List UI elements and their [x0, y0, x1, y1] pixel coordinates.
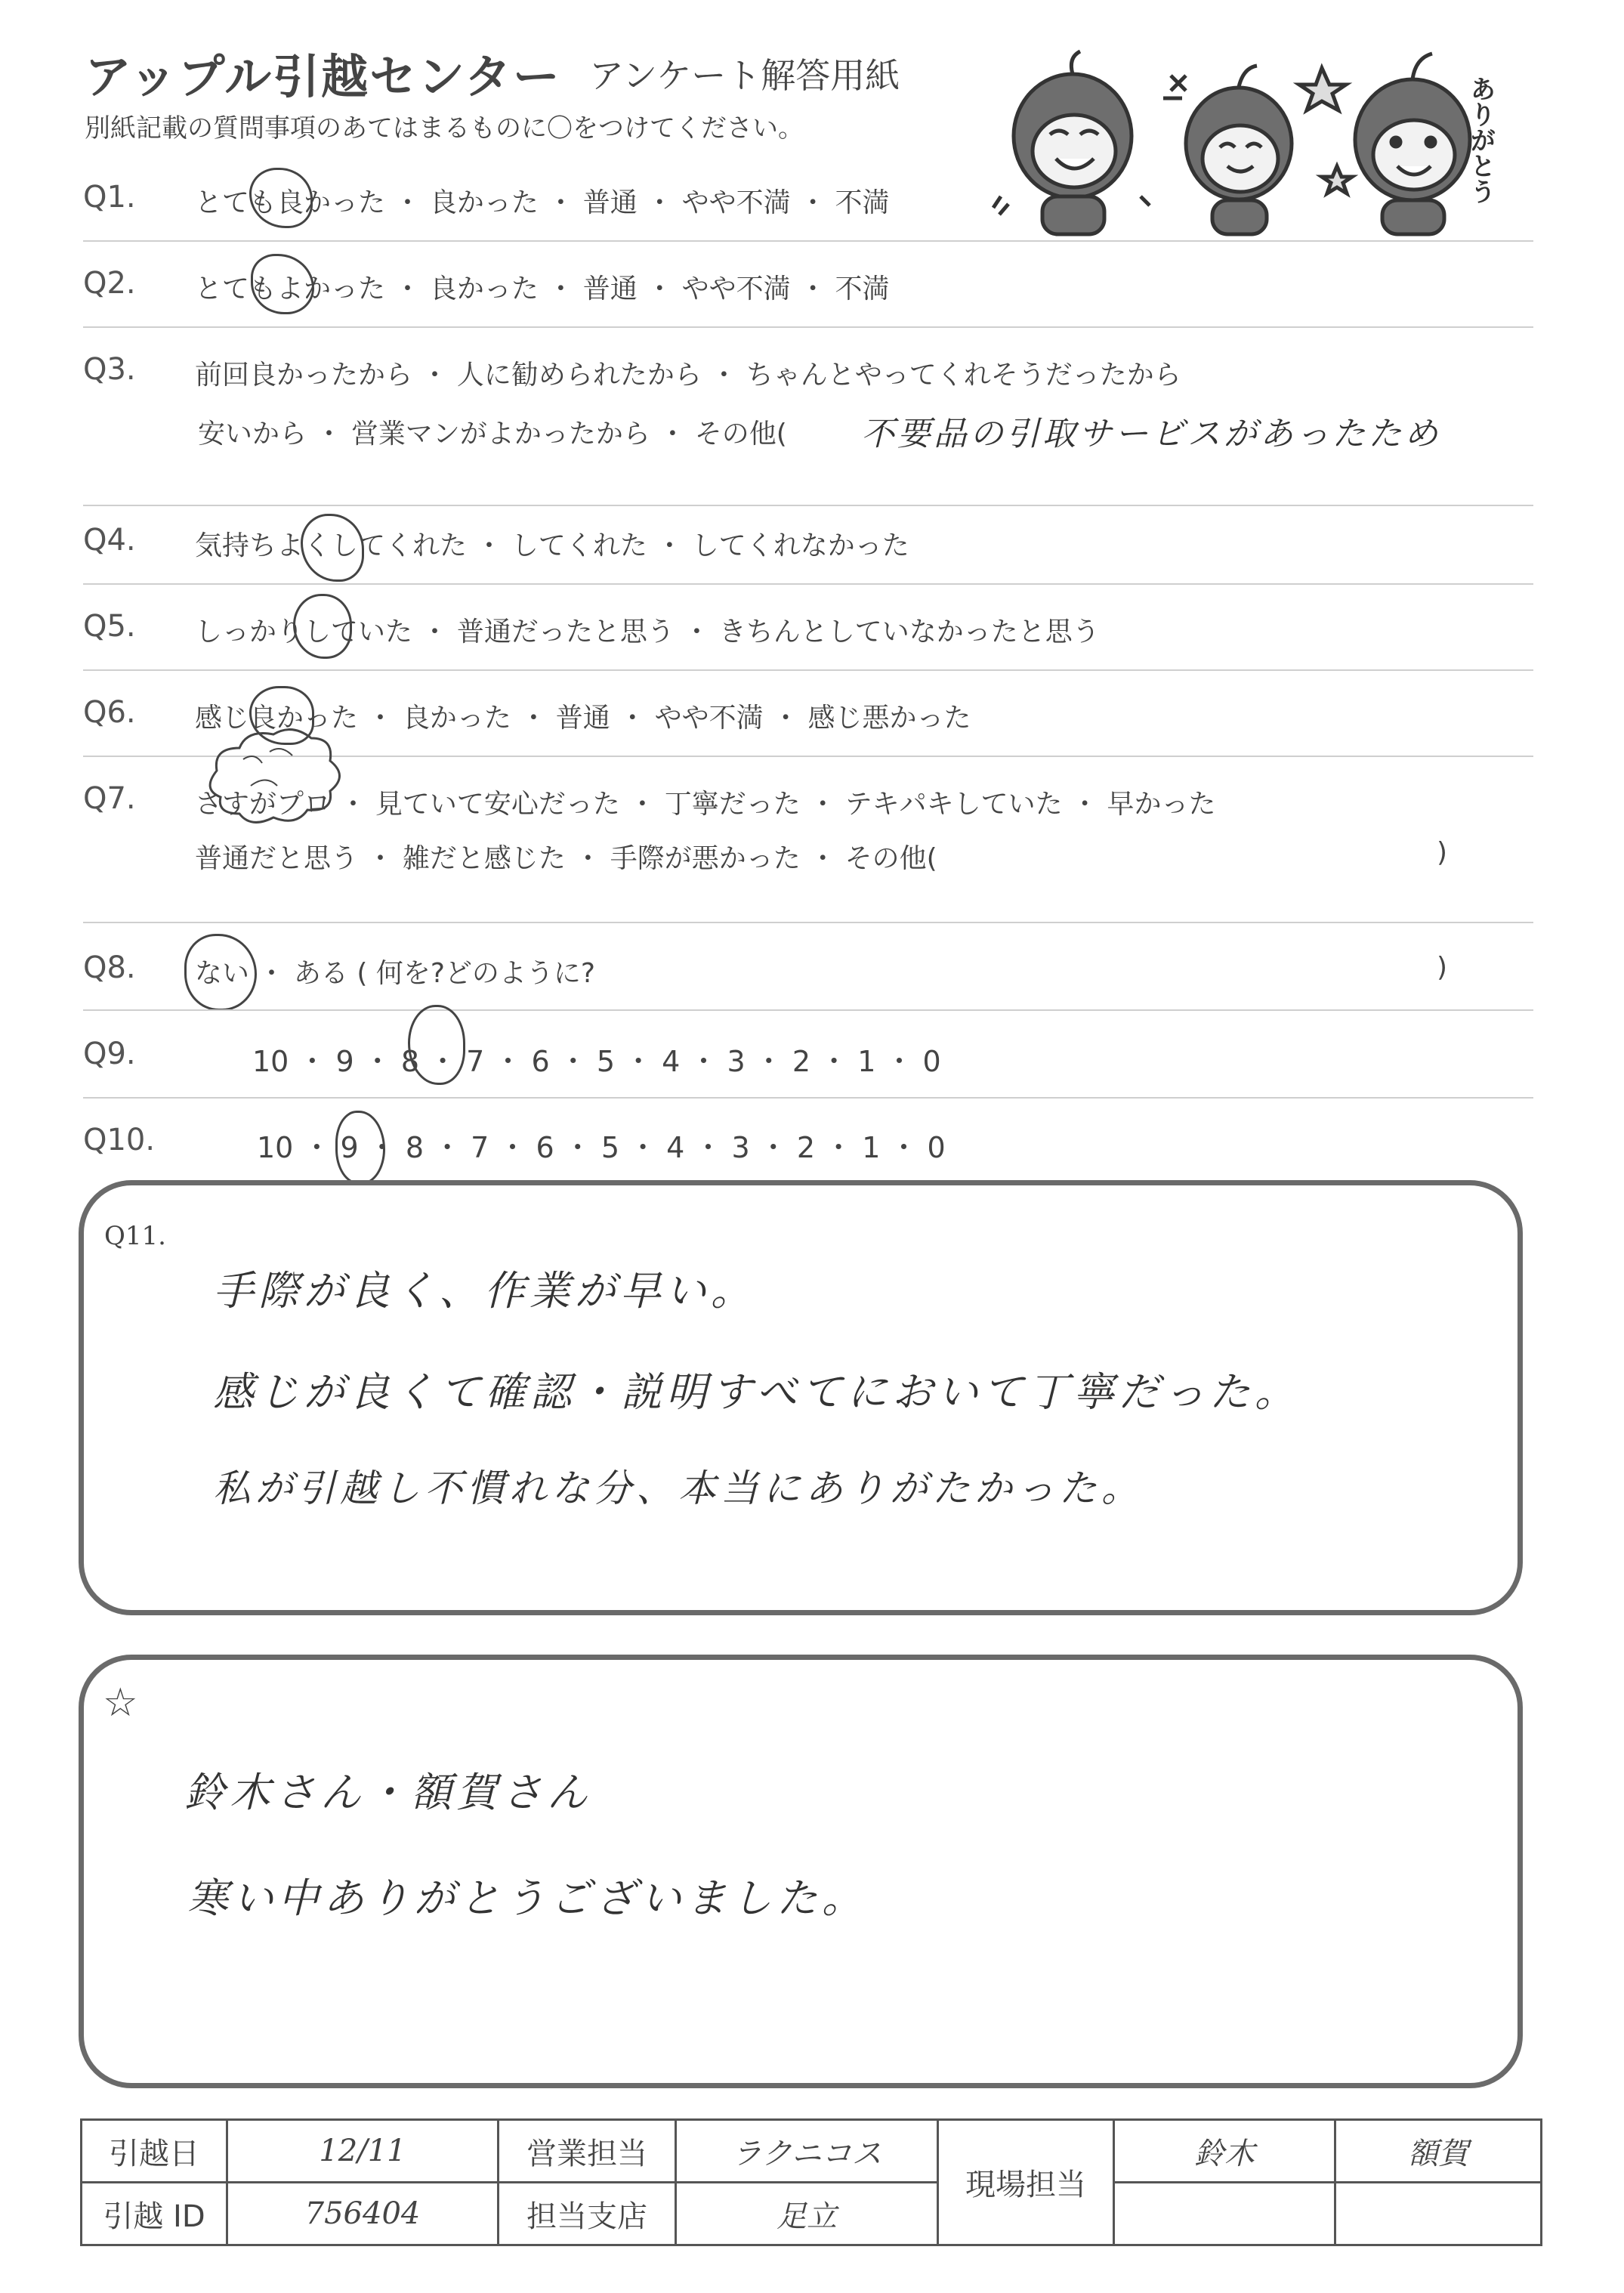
q3-options-line1: 前回良かったから ・ 人に勧められたから ・ ちゃんとやってくれそうだったから: [195, 360, 1181, 391]
branch-value: 足立: [676, 2183, 938, 2245]
q4-label: Q4.: [83, 523, 136, 558]
q8-options: ない ・ ある ( 何を?どのように?: [195, 958, 596, 989]
q8-close-paren: ): [1437, 952, 1448, 983]
q7-close-paren: ): [1437, 837, 1448, 868]
q4-answer-circle: [301, 514, 364, 582]
message-line1: 鈴木さん・額賀さん: [184, 1769, 592, 1816]
q9-answer-circle: [408, 1005, 465, 1085]
q9-scale: 10 ・ 9 ・ 8 ・ 7 ・ 6 ・ 5 ・ 4 ・ 3 ・ 2 ・ 1 ・ 0: [252, 1045, 941, 1078]
move-date-label: 引越日: [82, 2120, 227, 2183]
q3-options-line2: 安いから ・ 営業マンがよかったから ・ その他(: [198, 419, 787, 450]
q11-comment-line3: 私が引越し不慣れな分、本当にありがたかった。: [213, 1466, 1144, 1510]
move-date-value: 12/11: [227, 2120, 499, 2183]
q9-label: Q9.: [83, 1037, 136, 1071]
form-subtitle: アンケート解答用紙: [589, 55, 900, 96]
move-id-label: 引越 ID: [82, 2183, 227, 2245]
q11-label: Q11.: [104, 1221, 166, 1251]
move-id-value: 756404: [227, 2183, 499, 2245]
q10-answer-circle: [335, 1111, 385, 1185]
q5-answer-circle: [293, 594, 352, 659]
star-icon: ☆: [103, 1680, 138, 1726]
message-line2: 寒い中ありがとうございました。: [187, 1874, 867, 1922]
thanks-text: ありがとう: [1465, 76, 1496, 204]
divider: [83, 326, 1533, 328]
divider: [83, 1009, 1533, 1011]
site-empty-2: [1335, 2183, 1542, 2245]
divider: [83, 583, 1533, 585]
q7-cloud-mark-icon: [198, 725, 341, 831]
divider: [83, 922, 1533, 923]
q7-options-line1: さすがプロ ・ 見ていて安心だった ・ 丁寧だった ・ テキパキしていた ・ 早かった: [195, 789, 1216, 820]
q8-answer-circle: [184, 934, 257, 1011]
q3-handwritten-other: 不要品の引取サービスがあったため: [861, 415, 1441, 453]
q7-options-line2: 普通だと思う ・ 雑だと感じた ・ 手際が悪かった ・ その他(: [195, 843, 937, 874]
mascot-illustration: [990, 45, 1518, 242]
q11-comment-line1: 手際が良く、作業が早い。: [213, 1267, 756, 1315]
site-empty-1: [1114, 2183, 1335, 2245]
q4-options: 気持ちよくしてくれた ・ してくれた ・ してくれなかった: [195, 530, 909, 561]
q1-label: Q1.: [83, 180, 136, 215]
q10-scale: 10 ・ 9 ・ 8 ・ 7 ・ 6 ・ 5 ・ 4 ・ 3 ・ 2 ・ 1 ・ 0: [257, 1131, 946, 1164]
site-value-1: 鈴木: [1114, 2120, 1335, 2183]
q3-label: Q3.: [83, 352, 136, 387]
q7-label: Q7.: [83, 781, 136, 816]
q5-label: Q5.: [83, 609, 136, 644]
site-value-2: 額賀: [1335, 2120, 1542, 2183]
q11-comment-line2: 感じが良くて確認・説明すべてにおいて丁寧だった。: [213, 1368, 1300, 1416]
q6-options: 感じ良かった ・ 良かった ・ 普通 ・ やや不満 ・ 感じ悪かった: [195, 703, 971, 734]
site-label: 現場担当: [938, 2120, 1114, 2245]
branch-label: 担当支店: [499, 2183, 676, 2245]
company-title: アップル引越センター: [85, 49, 561, 104]
q2-answer-circle: [251, 254, 314, 314]
q2-options: とてもよかった ・ 良かった ・ 普通 ・ やや不満 ・ 不満: [195, 273, 890, 304]
info-table: [80, 2118, 1542, 2246]
divider: [83, 669, 1533, 671]
q8-label: Q8.: [83, 950, 136, 985]
q2-label: Q2.: [83, 266, 136, 301]
sales-value: ラクニコス: [676, 2120, 938, 2183]
instruction-text: 別紙記載の質問事項のあてはまるものに〇をつけてください。: [85, 113, 804, 144]
divider: [83, 505, 1533, 506]
divider: [83, 240, 1533, 242]
q10-label: Q10.: [83, 1123, 156, 1157]
divider: [83, 1097, 1533, 1099]
q1-options: とても良かった ・ 良かった ・ 普通 ・ やや不満 ・ 不満: [195, 187, 890, 218]
q6-label: Q6.: [83, 695, 136, 730]
sales-label: 営業担当: [499, 2120, 676, 2183]
q5-options: しっかりしていた ・ 普通だったと思う ・ きちんとしていなかったと思う: [195, 617, 1100, 647]
